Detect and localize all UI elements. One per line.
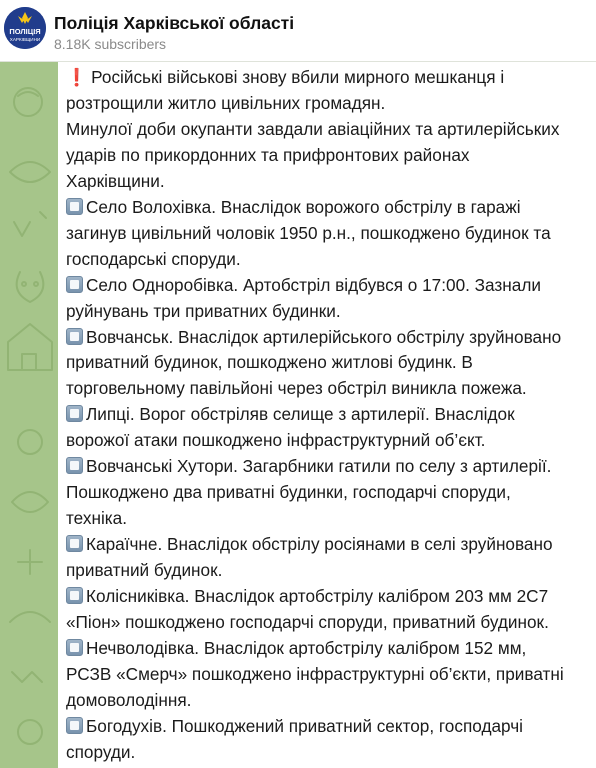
message-bubble[interactable] <box>58 62 596 768</box>
chat-header <box>0 0 596 62</box>
message-line <box>66 247 582 273</box>
message-line-text: домоволодіння. <box>66 689 192 710</box>
message-line-text: Село Волохівка. Внаслідок ворожого обстрілу в гаражі <box>86 196 521 217</box>
message-line-text: споруди. <box>66 741 136 762</box>
message-line <box>66 740 582 766</box>
message-line-text: Харківщини. <box>66 170 165 191</box>
svg-text:ХАРКІВЩИНИ: ХАРКІВЩИНИ <box>9 37 41 42</box>
message-line <box>66 221 582 247</box>
message-line <box>66 402 582 428</box>
message-line-text: Село Одноробівка. Артобстріл відбувся о 17:00. Зазнали <box>86 274 541 295</box>
message-line <box>66 325 582 351</box>
svg-text:ПОЛІЦІЯ: ПОЛІЦІЯ <box>9 27 41 36</box>
channel-avatar[interactable] <box>4 7 46 49</box>
square-icon <box>66 198 83 215</box>
message-line <box>66 688 582 714</box>
square-icon <box>66 717 83 734</box>
message-line-text: Колісниківка. Внаслідок артобстрілу калібром 203 мм 2С7 <box>86 586 549 607</box>
message-line-text: Вовчанськ. Внаслідок артилерійського обстрілу зруйновано <box>86 326 562 347</box>
channel-title[interactable]: Поліція Харківської області <box>54 13 295 33</box>
message-line <box>66 376 582 402</box>
subscriber-count: 8.18K subscribers <box>54 36 167 52</box>
message-line <box>66 65 582 91</box>
message-line-text: розтрощили житло цивільних громадян. <box>66 92 386 113</box>
message-line-text: Богодухів. Пошкоджений приватний сектор, господарчі <box>86 715 523 736</box>
message-line-text: техніка. <box>66 508 127 529</box>
message-line <box>66 532 582 558</box>
message-line <box>66 143 582 169</box>
message-line <box>66 714 582 740</box>
square-icon <box>66 457 83 474</box>
message-line-text: руйнувань три приватних будинки. <box>66 300 341 321</box>
message-line <box>66 558 582 584</box>
message-line <box>66 584 582 610</box>
message-line-text: Пошкоджено два приватні будинки, господарчі споруди, <box>66 482 511 503</box>
message-line <box>66 169 582 195</box>
message-text <box>66 65 582 766</box>
message-line <box>66 480 582 506</box>
square-icon <box>66 587 83 604</box>
message-line-text: торговельному павільйоні через обстріл виникла пожежа. <box>66 378 527 399</box>
message-line-text: ударів по прикордонних та прифронтових районах <box>66 144 470 165</box>
message-line <box>66 195 582 221</box>
message-line <box>66 350 582 376</box>
square-icon <box>66 535 83 552</box>
message-line-text: Нечволодівка. Внаслідок артобстрілу калібром 152 мм, <box>86 637 527 658</box>
message-line <box>66 299 582 325</box>
message-line <box>66 662 582 688</box>
message-line <box>66 506 582 532</box>
message-line-text: господарські споруди. <box>66 248 241 269</box>
square-icon <box>66 405 83 422</box>
message-line-text: Караїчне. Внаслідок обстрілу росіянами в селі зруйновано <box>86 534 553 555</box>
message-line-text: «Піон» пошкоджено господарчі споруди, приватний будинок. <box>66 612 549 633</box>
message-line-text: Липці. Ворог обстріляв селище з артилерії. Внаслідок <box>86 404 515 425</box>
square-icon <box>66 328 83 345</box>
message-line <box>66 117 582 143</box>
message-line <box>66 273 582 299</box>
police-logo-icon <box>4 7 46 49</box>
message-line <box>66 91 582 117</box>
message-line-text: приватний будинок. <box>66 560 223 581</box>
message-line <box>66 636 582 662</box>
message-line-text: Вовчанські Хутори. Загарбники гатили по селу з артилерії. <box>86 456 552 477</box>
message-line-text: Минулої доби окупанти завдали авіаційних та артилерійських <box>66 118 560 139</box>
message-line-text: загинув цивільний чоловік 1950 р.н., пошкоджено будинок та <box>66 222 551 243</box>
message-line-text: приватний будинок, пошкоджено житлові будинк. В <box>66 352 473 373</box>
message-line <box>66 610 582 636</box>
square-icon <box>66 639 83 656</box>
square-icon <box>66 276 83 293</box>
message-line-text: РСЗВ «Смерч» пошкоджено інфраструктурні об’єкти, приватні <box>66 663 564 684</box>
exclamation-icon: ❗ <box>66 68 88 87</box>
message-line <box>66 428 582 454</box>
message-line <box>66 454 582 480</box>
chat-wallpaper-pattern <box>0 62 60 768</box>
message-line-text: ворожої атаки пошкоджено інфраструктурний об’єкт. <box>66 430 486 451</box>
message-line-text: Російські військові знову вбили мирного мешканця і <box>91 67 505 87</box>
